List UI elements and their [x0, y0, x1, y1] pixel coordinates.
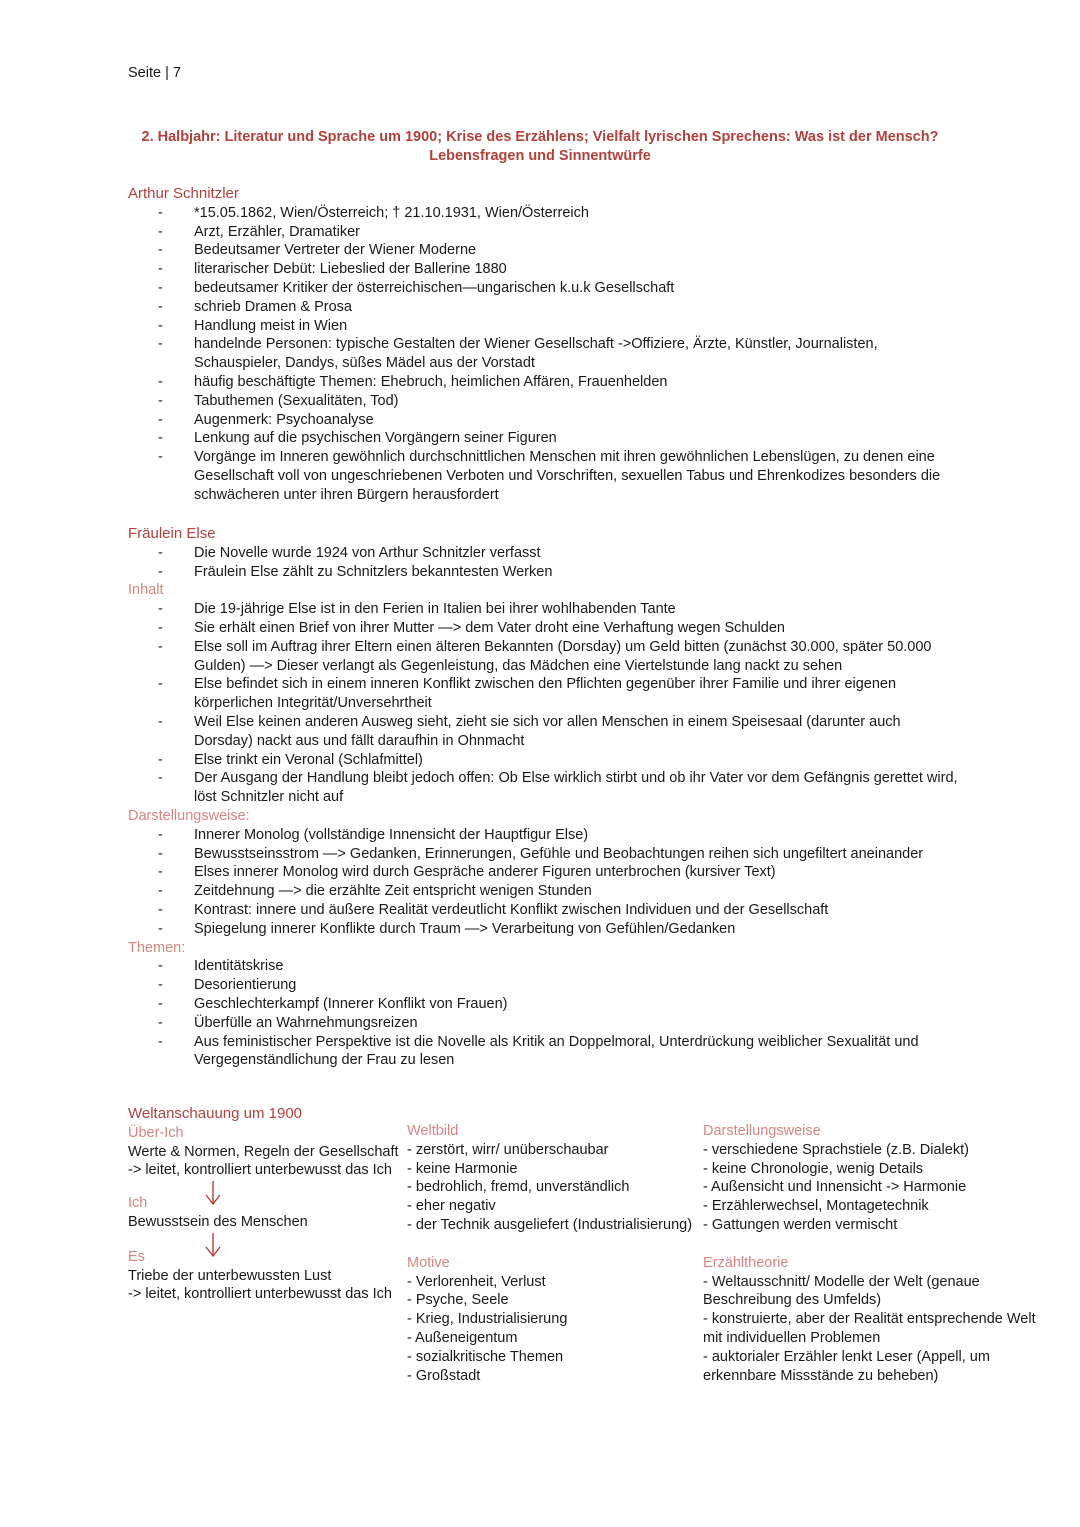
- list-item: - Arzt, Erzähler, Dramatiker: [128, 223, 958, 242]
- motive-line: - Außeneigentum: [407, 1329, 518, 1346]
- darstellungsweise-line: - keine Chronologie, wenig Details: [703, 1160, 924, 1177]
- title-line-2: Lebensfragen und Sinnentwürfe: [429, 148, 651, 164]
- list-item: - Fräulein Else zählt zu Schnitzlers bekanntesten Werken: [128, 563, 958, 582]
- page-number: Seite | 7: [128, 65, 181, 81]
- darstellungsweise-line: - Außensicht und Innensicht -> Harmonie: [703, 1179, 967, 1196]
- list-item: - Elses innerer Monolog wird durch Gespräche anderer Figuren unterbrochen (kursiver Text): [128, 863, 958, 882]
- heading-themen: Themen:: [128, 939, 186, 956]
- label-weltbild: Weltbild: [407, 1123, 459, 1139]
- else-intro-list: [128, 544, 958, 582]
- motive-line: - Krieg, Industrialisierung: [407, 1311, 568, 1328]
- document-title: [120, 128, 960, 166]
- motive-line: - Verlorenheit, Verlust: [407, 1273, 546, 1290]
- list-item: - Der Ausgang der Handlung bleibt jedoch offen: Ob Else wirklich stirbt und ob ihr Vater vor dem Gefängnis gerettet wird, löst Schnitzler nicht auf: [128, 769, 958, 807]
- list-item: - Augenmerk: Psychoanalyse: [128, 411, 958, 430]
- ueber-ich-line: Werte & Normen, Regeln der Gesellschaft: [128, 1143, 399, 1160]
- list-item: - Handlung meist in Wien: [128, 317, 958, 336]
- list-item: - Bedeutsamer Vertreter der Wiener Moderne: [128, 241, 958, 260]
- list-item: - Else befindet sich in einem inneren Konflikt zwischen den Pflichten gegenüber ihrer Familie und ihrer eigenen körperlichen Integrität/Unversehrtheit: [128, 675, 958, 713]
- ueber-ich-line: -> leitet, kontrolliert unterbewusst das Ich: [128, 1162, 392, 1179]
- es-line: -> leitet, kontrolliert unterbewusst das Ich: [128, 1286, 392, 1303]
- list-item: - literarischer Debüt: Liebeslied der Ballerine 1880: [128, 260, 958, 279]
- list-item: - Sie erhält einen Brief von ihrer Mutter —> dem Vater droht eine Verhaftung wegen Schulden: [128, 619, 958, 638]
- list-item: - Die 19-jährige Else ist in den Ferien in Italien bei ihrer wohlhabenden Tante: [128, 600, 958, 619]
- inhalt-list: [128, 600, 958, 807]
- list-item: - Kontrast: innere und äußere Realität verdeutlicht Konflikt zwischen Individuen und der Gesellschaft: [128, 901, 958, 920]
- list-item: - handelnde Personen: typische Gestalten der Wiener Gesellschaft ->Offiziere, Ärzte, Künstler, Journalisten, Schauspieler, Dandys, süßes Mädel aus der Vorstadt: [128, 335, 958, 373]
- list-item: - bedeutsamer Kritiker der österreichischen—ungarischen k.u.k Gesellschaft: [128, 279, 958, 298]
- list-item: - häufig beschäftigte Themen: Ehebruch, heimlichen Affären, Frauenhelden: [128, 373, 958, 392]
- erzaehltheorie-line: - auktorialer Erzähler lenkt Leser (Appell, um: [703, 1348, 990, 1365]
- list-item: - Geschlechterkampf (Innerer Konflikt von Frauen): [128, 995, 958, 1014]
- list-item: - Desorientierung: [128, 976, 958, 995]
- list-item: - schrieb Dramen & Prosa: [128, 298, 958, 317]
- list-item: - Vorgänge im Inneren gewöhnlich durchschnittlichen Menschen mit ihren gewöhnlichen Lebenslügen, zu denen eine Gesellschaft voll von ungeschriebenen Verboten und Vorschriften, sexuellen Tabus und Ehrenkodizes besonders die schwächeren unter ihren Bürgern herausfordert: [128, 448, 958, 504]
- title-line-1: 2. Halbjahr: Literatur und Sprache um 1900; Krise des Erzählens; Vielfalt lyrischen Sprechens: Was ist der Mensch?: [141, 129, 939, 145]
- weltbild-line: - zerstört, wirr/ unüberschaubar: [407, 1141, 609, 1158]
- list-item: - Tabuthemen (Sexualitäten, Tod): [128, 392, 958, 411]
- list-item: - Die Novelle wurde 1924 von Arthur Schnitzler verfasst: [128, 544, 958, 563]
- list-item: - Identitätskrise: [128, 957, 958, 976]
- weltbild-line: - bedrohlich, fremd, unverständlich: [407, 1179, 630, 1196]
- list-item: - Weil Else keinen anderen Ausweg sieht, zieht sie sich vor allen Menschen in einem Speisesaal (darunter auch Dorsday) nackt aus und fällt daraufhin in Ohnmacht: [128, 713, 958, 751]
- list-item: - Else trinkt ein Veronal (Schlafmittel): [128, 751, 958, 770]
- list-item: - Aus feministischer Perspektive ist die Novelle als Kritik an Doppelmoral, Unterdrückung weiblicher Sexualität und Vergegenständlichung der Frau zu lesen: [128, 1033, 958, 1071]
- weltanschauung-column-psyche: [128, 1105, 398, 1304]
- erzaehltheorie-line: mit individuellen Problemen: [703, 1329, 881, 1346]
- motive-line: - sozialkritische Themen: [407, 1348, 564, 1365]
- darstellung-list: [128, 826, 958, 939]
- erzaehltheorie-line: - Weltausschnitt/ Modelle der Welt (genaue: [703, 1273, 980, 1290]
- label-erzaehltheorie: Erzähltheorie: [703, 1254, 789, 1271]
- weltbild-line: - keine Harmonie: [407, 1160, 518, 1177]
- schnitzler-list: [128, 204, 958, 505]
- heading-fraeulein-else: Fräulein Else: [128, 525, 216, 542]
- themen-list: [128, 957, 958, 1070]
- darstellungsweise-line: - Gattungen werden vermischt: [703, 1216, 898, 1233]
- ich-line: Bewusstsein des Menschen: [128, 1213, 308, 1230]
- list-item: - Spiegelung innerer Konflikte durch Traum —> Verarbeitung von Gefühlen/Gedanken: [128, 920, 958, 939]
- label-darstellungsweise: Darstellungsweise: [703, 1123, 821, 1139]
- weltbild-line: - der Technik ausgeliefert (Industrialisierung): [407, 1216, 693, 1233]
- label-motive: Motive: [407, 1254, 450, 1271]
- label-es: Es: [128, 1248, 145, 1265]
- label-ueber-ich: Über-Ich: [128, 1124, 184, 1141]
- list-item: - Lenkung auf die psychischen Vorgängern seiner Figuren: [128, 429, 958, 448]
- section-arthur-schnitzler: [128, 185, 958, 505]
- erzaehltheorie-line: Beschreibung des Umfelds): [703, 1292, 882, 1309]
- weltbild-line: - eher negativ: [407, 1198, 496, 1215]
- list-item: - *15.05.1862, Wien/Österreich; † 21.10.1931, Wien/Österreich: [128, 204, 958, 223]
- heading-inhalt: Inhalt: [128, 582, 164, 599]
- heading-weltanschauung: Weltanschauung um 1900: [128, 1105, 303, 1122]
- erzaehltheorie-line: erkennbare Missstände zu beheben): [703, 1367, 939, 1384]
- motive-line: - Großstadt: [407, 1367, 481, 1384]
- heading-arthur-schnitzler: Arthur Schnitzler: [128, 185, 239, 202]
- es-line: Triebe der unterbewussten Lust: [128, 1267, 332, 1284]
- weltanschauung-column-darstellung: [703, 1122, 1036, 1385]
- list-item: - Überfülle an Wahrnehmungsreizen: [128, 1014, 958, 1033]
- motive-line: - Psyche, Seele: [407, 1292, 509, 1309]
- weltanschauung-column-weltbild: [407, 1122, 692, 1385]
- section-fraeulein-else: [128, 525, 958, 1070]
- heading-darstellungsweise: Darstellungsweise:: [128, 807, 250, 824]
- list-item: - Bewusstseinsstrom —> Gedanken, Erinnerungen, Gefühle und Beobachtungen reihen sich ungefiltert aneinander: [128, 845, 958, 864]
- label-ich: Ich: [128, 1195, 148, 1212]
- darstellungsweise-line: - Erzählerwechsel, Montagetechnik: [703, 1198, 929, 1215]
- list-item: - Zeitdehnung —> die erzählte Zeit entspricht wenigen Stunden: [128, 882, 958, 901]
- list-item: - Else soll im Auftrag ihrer Eltern einen älteren Bekannten (Dorsday) um Geld bitten (zunächst 30.000, später 50.000 Gulden) —> Dieser verlangt als Gegenleistung, das Mädchen eine Viertelstunde lang nackt zu sehen: [128, 638, 958, 676]
- list-item: - Innerer Monolog (vollständige Innensicht der Hauptfigur Else): [128, 826, 958, 845]
- erzaehltheorie-line: - konstruierte, aber der Realität entsprechende Welt: [703, 1311, 1036, 1328]
- darstellungsweise-line: - verschiedene Sprachstiele (z.B. Dialekt): [703, 1141, 969, 1158]
